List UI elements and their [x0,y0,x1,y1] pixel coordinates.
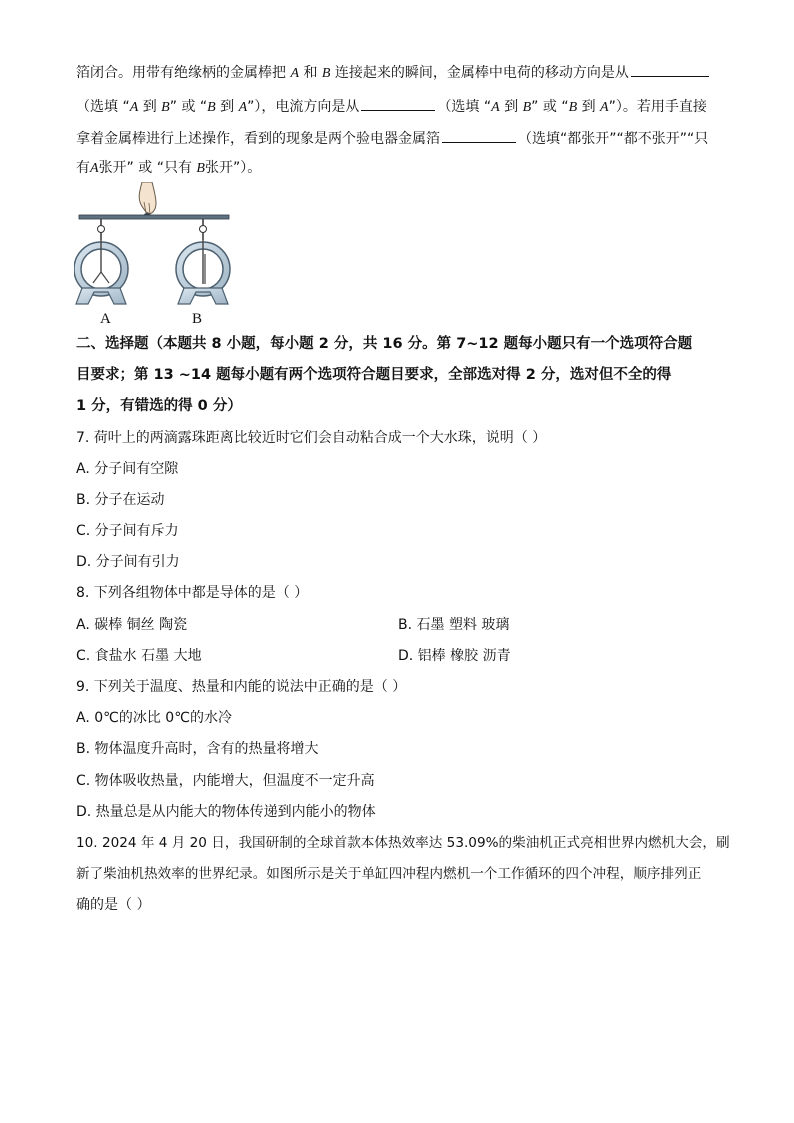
q6-text: 拿着金属棒进行上述操作，看到的现象是两个验电器金属箔 [76,131,440,147]
var-b: B [207,100,216,115]
q8-option-b[interactable]: B. 石墨 塑料 玻璃 [398,617,510,633]
var-a: A [491,100,500,115]
q6-text: 到 [142,99,157,115]
var-b: B [161,100,170,115]
q7-option-b[interactable]: B. 分子在运动 [76,492,165,508]
q6-text: 有 [76,160,90,176]
var-b: B [522,100,532,115]
q7-option-a[interactable]: A. 分子间有空隙 [76,461,179,477]
q9-option-a[interactable]: A. 0℃的冰比 0℃的水冷 [76,710,232,726]
answer-blank-1[interactable] [631,62,709,77]
q6-text: 连接起来的瞬间，金属棒中电荷的移动方向是从 [330,65,629,81]
q6-text: （选填 “ [437,99,492,115]
q6-text: 到 [220,99,235,115]
answer-blank-3[interactable] [442,128,516,143]
var-a: A [238,100,248,115]
var-a: A [600,100,609,115]
q6-text: ” 或 “ [169,99,208,115]
q8-option-c[interactable]: C. 食盐水 石墨 大地 [76,648,202,664]
q9-option-c[interactable]: C. 物体吸收热量，内能增大，但温度不一定升高 [76,773,375,789]
var-a: A [290,66,300,81]
q8-stem: 8. 下列各组物体中都是导体的是（ ） [76,585,309,601]
q6-line-4 [76,158,261,179]
answer-blank-2[interactable] [361,96,435,111]
section-2-heading-line-2: 目要求；第 13 ~14 题每小题有两个选项符合题目要求，全部选对得 2 分，选对但不全的得 [76,367,672,383]
q6-line-1 [76,62,711,84]
section-2-heading-line-1: 二、选择题（本题共 8 小题，每小题 2 分，共 16 分。第 7~12 题每小题只有一个选项符合题 [76,336,693,352]
q9-stem: 9. 下列关于温度、热量和内能的说法中正确的是（ ） [76,679,407,695]
q6-text: 和 [299,65,322,81]
q6-text: （选填“都张开”“都不张开”“只 [518,131,709,147]
q7-option-c[interactable]: C. 分子间有斥力 [76,523,179,539]
q6-text: 到 [504,99,519,115]
figure-label-a: A [100,311,111,327]
q7-option-d[interactable]: D. 分子间有引力 [76,554,180,570]
var-b: B [196,161,205,176]
q9-option-b[interactable]: B. 物体温度升高时，含有的热量将增大 [76,741,319,757]
q7-stem: 7. 荷叶上的两滴露珠距离比较近时它们会自动粘合成一个大水珠，说明（ ） [76,430,547,446]
q9-option-d[interactable]: D. 热量总是从内能大的物体传递到内能小的物体 [76,804,376,820]
q6-text: 张开” 或 “只有 [98,160,197,176]
q10-line-2: 新了柴油机热效率的世界纪录。如图所示是关于单缸四冲程内燃机一个工作循环的四个冲程，顺序排列正 [76,866,702,882]
electroscope-b [176,219,230,304]
q6-text: 箔闭合。用带有绝缘柄的金属棒把 [76,65,291,81]
q10-line-3: 确的是（ ） [76,897,151,913]
q6-text: ” 或 “ [531,99,569,115]
metal-rod [79,215,229,219]
q6-text: 张开”）。 [204,160,262,176]
q8-option-a[interactable]: A. 碳棒 铜丝 陶瓷 [76,617,188,633]
var-b: B [321,66,331,81]
q8-option-d[interactable]: D. 铝棒 橡胶 沥青 [398,648,511,664]
q10-line-1: 10. 2024 年 4 月 20 日，我国研制的全球首款本体热效率达 53.09%的柴油机正式亮相世界内燃机大会，刷 [76,835,730,851]
electroscope-a [74,219,128,304]
q6-text: ”），电流方向是从 [247,99,360,115]
electroscope-figure [74,182,244,330]
var-a: A [90,161,99,176]
q6-line-2 [76,96,707,118]
section-2-heading-line-3: 1 分，有错选的得 0 分） [76,398,242,414]
var-b: B [568,100,578,115]
q6-text: 到 [581,99,596,115]
q6-text: ”）。若用手直接 [608,99,707,115]
var-a: A [129,100,139,115]
hand-icon [139,182,156,217]
q6-text: （选填 “ [76,99,130,115]
q6-line-3 [76,128,708,149]
figure-label-b: B [192,311,203,327]
